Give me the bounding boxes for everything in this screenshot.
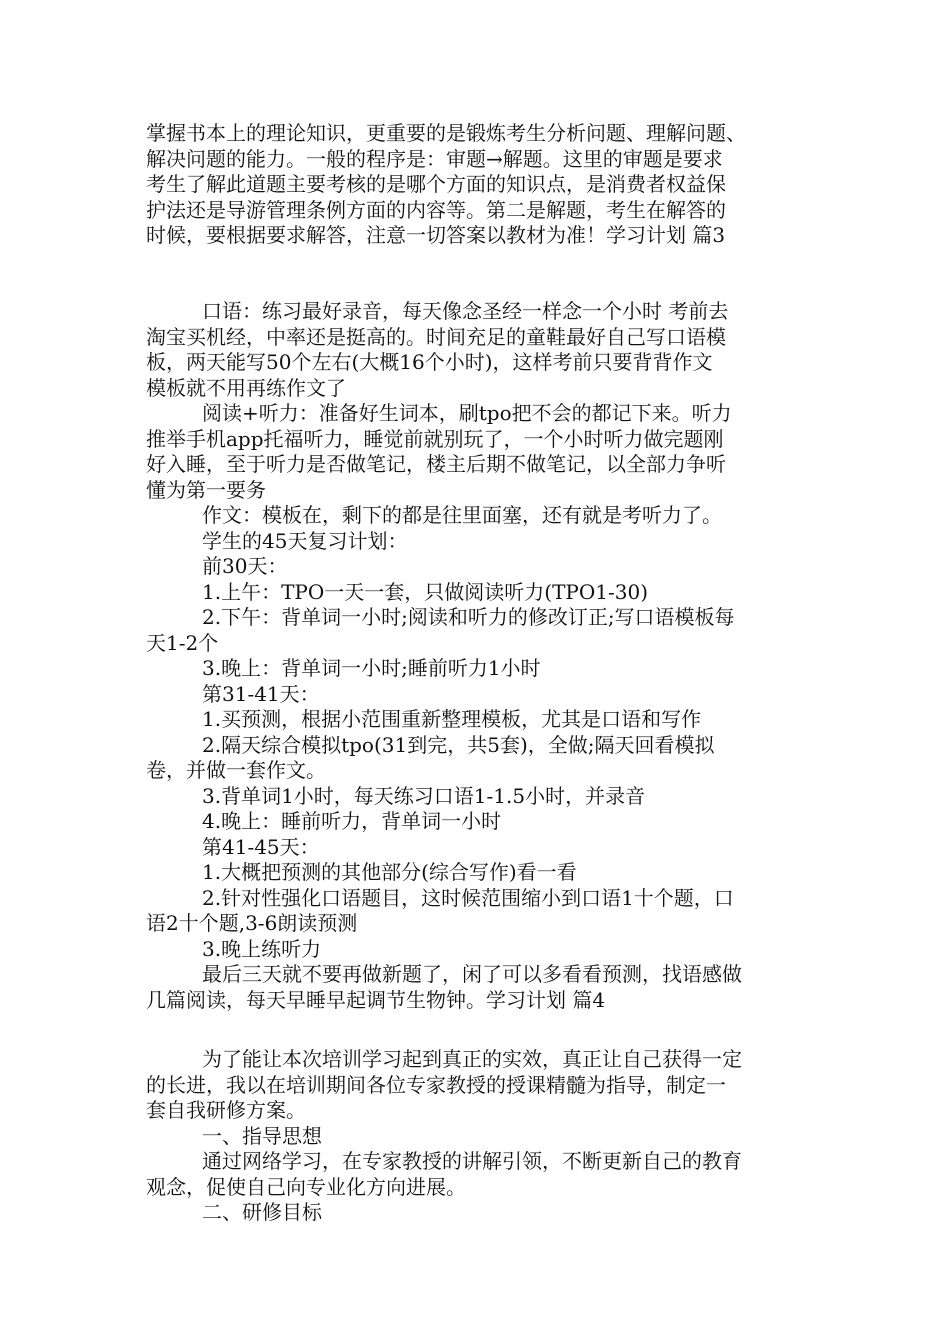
paragraph-block-1 [146, 121, 818, 249]
text-line: 最后三天就不要再做新题了，闲了可以多看看预测，找语感做 [202, 962, 742, 986]
text-line: 第31-41天： [202, 681, 320, 706]
text-line: 学生的45天复习计划： [202, 528, 408, 553]
text-line: 2.下午：背单词一小时;阅读和听力的修改订正;写口语模板每 [202, 605, 735, 629]
text-line: 2.针对性强化口语题目，这时候范围缩小到口语1十个题，口 [202, 885, 734, 910]
text-line: 为了能让本次培训学习起到真正的实效，真正让自己获得一定 [202, 1047, 742, 1071]
text-line: 2.隔天综合模拟tpo(31到完，共5套)，全做;隔天回看模拟 [202, 732, 715, 757]
text-line: 懂为第一要务 [146, 477, 266, 502]
text-line: 推举手机app托福听力，睡觉前就别玩了，一个小时听力做完题刚 [146, 426, 724, 451]
text-line: 1.买预测，根据小范围重新整理模板，尤其是口语和写作 [202, 707, 702, 731]
text-line: 4.晚上：睡前听力，背单词一小时 [202, 809, 502, 833]
text-line: 二、研修目标 [202, 1200, 322, 1224]
text-line: 3.晚上练听力 [202, 936, 322, 961]
text-line: 通过网络学习，在专家教授的讲解引领，不断更新自己的教育 [202, 1149, 742, 1173]
text-line: 阅读+听力：准备好生词本，刷tpo把不会的都记下来。听力 [202, 401, 732, 425]
text-line: 套自我研修方案。 [146, 1098, 306, 1122]
text-line: 1.大概把预测的其他部分(综合写作)看一看 [202, 860, 577, 884]
text-line: 3.晚上：背单词一小时;睡前听力1小时 [202, 656, 541, 680]
text-line: 解决问题的能力。一般的程序是：审题→解题。这里的审题是要求 [146, 146, 723, 171]
text-line: 3.背单词1小时，每天练习口语1-1.5小时，并录音 [202, 783, 646, 808]
text-line: 模板就不用再练作文了 [146, 375, 346, 400]
text-line: 天1-2个 [146, 630, 219, 655]
text-line: 观念，促使自己向专业化方向进展。 [146, 1174, 466, 1199]
text-line: 卷，并做一套作文。 [146, 758, 326, 782]
text-line: 淘宝买机经，中率还是挺高的。时间充足的童鞋最好自己写口语模 [146, 324, 726, 349]
text-line: 板，两天能写50个左右(大概16个小时)，这样考前只要背背作文 [146, 350, 713, 374]
text-line: 好入睡，至于听力是否做笔记，楼主后期不做笔记，以全部力争听 [146, 452, 726, 476]
text-line: 护法还是导游管理条例方面的内容等。第二是解题，考生在解答的 [146, 197, 726, 222]
text-line: 第41-45天： [202, 834, 320, 859]
text-line: 前30天： [202, 554, 288, 578]
text-line: 1.上午：TPO一天一套，只做阅读听力(TPO1-30) [202, 579, 649, 604]
paragraph-block-3 [146, 1047, 818, 1226]
text-line: 作文：模板在，剩下的都是往里面塞，还有就是考听力了。 [202, 503, 722, 527]
text-line: 掌握书本上的理论知识，更重要的是锻炼考生分析问题、理解问题、 [146, 121, 746, 145]
paragraph-block-2 [146, 299, 818, 1013]
text-line: 一、指导思想 [202, 1123, 322, 1148]
text-line: 的长进，我以在培训期间各位专家教授的授课精髓为指导，制定一 [146, 1072, 726, 1097]
text-line: 时候，要根据要求解答，注意一切答案以教材为准！学习计划 篇3 [146, 223, 726, 247]
text-line: 语2十个题,3-6朗读预测 [146, 911, 358, 935]
text-line: 几篇阅读，每天早睡早起调节生物钟。学习计划 篇4 [146, 987, 606, 1012]
text-line: 考生了解此道题主要考核的是哪个方面的知识点，是消费者权益保 [146, 172, 726, 196]
text-line: 口语：练习最好录音，每天像念圣经一样念一个小时 考前去 [202, 299, 729, 323]
